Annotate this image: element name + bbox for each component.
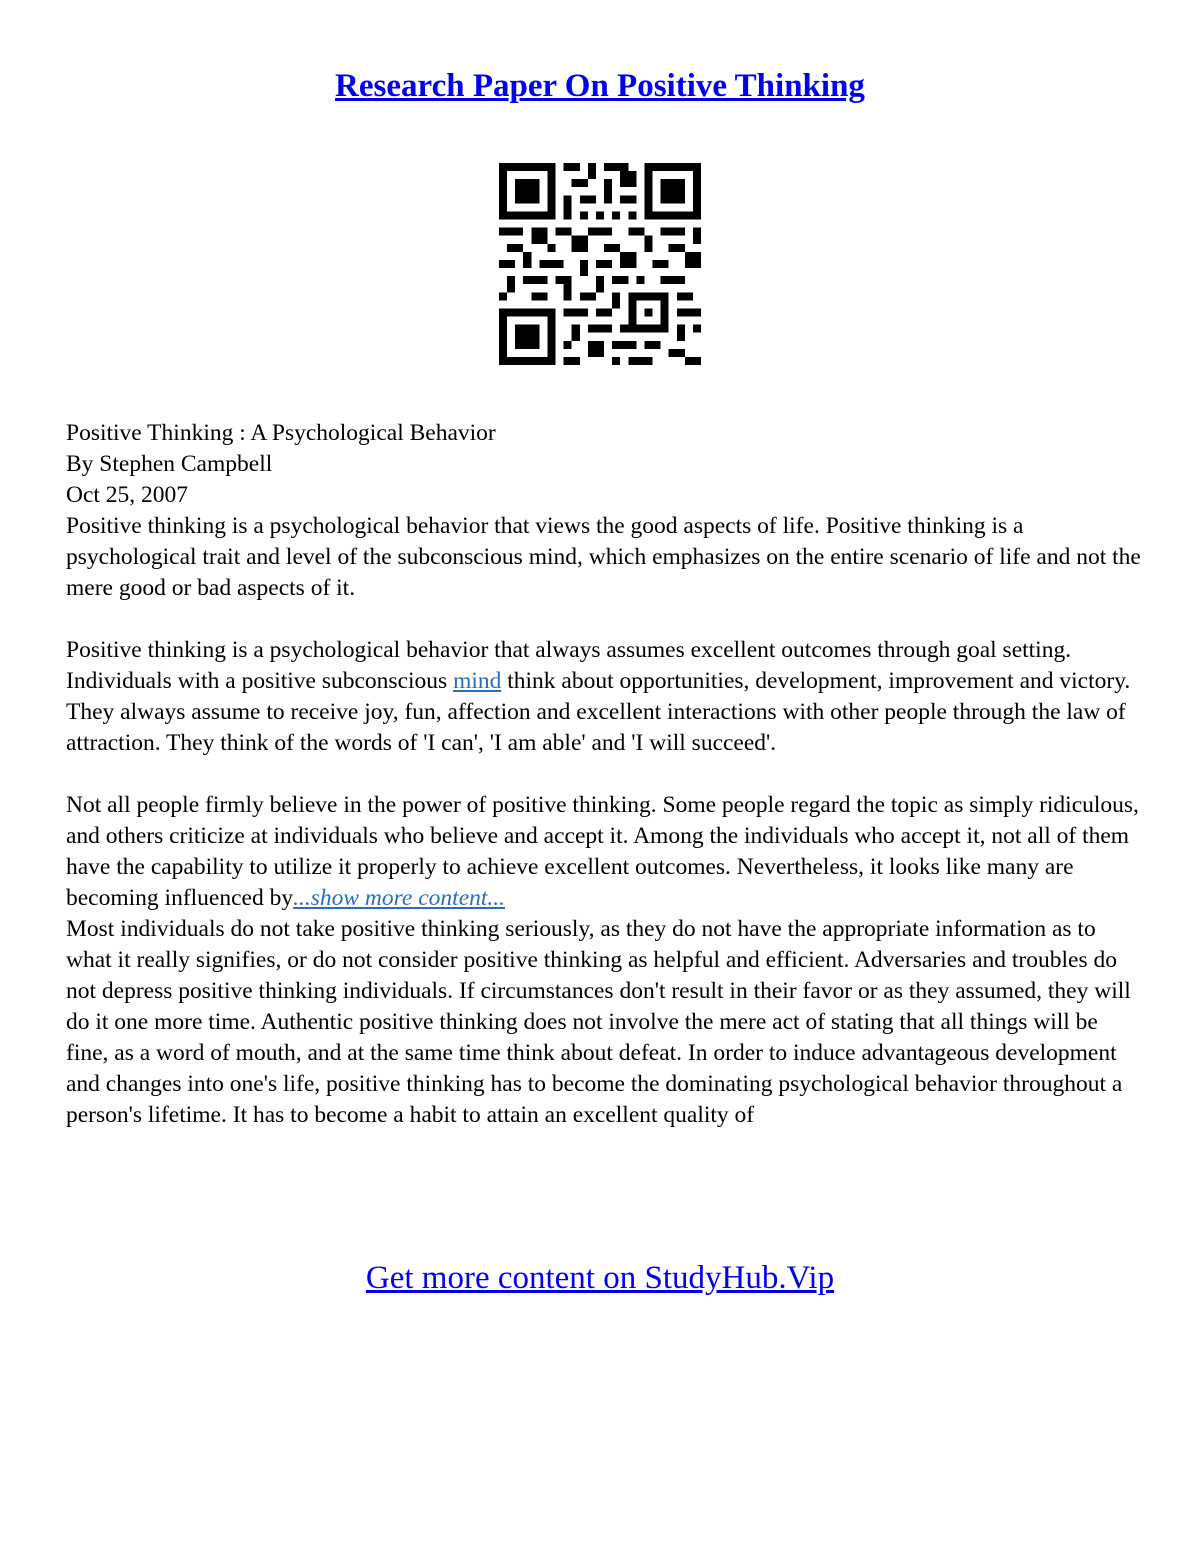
paragraph-1: Positive thinking is a psychological behavior that views the good aspects of life. Positive thinking is a psychological trait and level of the subconscious mind, which emphasizes on the entire scenario of life and not the mere good or bad aspects of it. [66, 513, 1141, 601]
footer [0, 1256, 1200, 1300]
paragraph-2-end: think about opportunities, development, improvement and victory. They always assume to receive joy, fun, affection and excellent interactions with other people through the law of attraction. They think of the words of 'I can', 'I am able' and 'I will succeed'. [66, 668, 1131, 756]
studyhub-link[interactable]: Get more content on StudyHub.Vip [365, 1260, 835, 1296]
article-heading: Positive Thinking : A Psychological Behavior [66, 420, 496, 446]
qr-code-icon [499, 163, 701, 365]
paragraph-2 [66, 635, 1146, 759]
article-date: Oct 25, 2007 [66, 482, 189, 508]
article-author: By Stephen Campbell [66, 451, 273, 477]
page-title [0, 62, 1200, 110]
paragraph-2-start: Positive thinking is a psychological behavior that always assumes excellent outcomes through goal setting. Individuals with a positive subconscious [66, 637, 1072, 694]
paragraph-3-text: Not all people firmly believe in the power of positive thinking. Some people regard the topic as simply ridiculous, and others criticize at individuals who believe and accept it. Among the individuals who accept it, not all of them have the capability to utilize it properly to achieve excellent outcomes. Nevertheless, it looks like many are becoming influenced by [66, 792, 1139, 911]
paragraph-4: Most individuals do not take positive thinking seriously, as they do not have the appropriate information as to what it really signifies, or do not consider positive thinking as helpful and efficient. Adversaries and troubles do not depress positive thinking individuals. If circumstances don't result in their favor or as they assumed, they will do it one more time. Authentic positive thinking does not involve the mere act of stating that all things will be fine, as a word of mouth, and at the same time think about defeat. In order to induce advantageous development and changes into one's life, positive thinking has to become the dominating psychological behavior throughout a person's lifetime. It has to become a habit to attain an excellent quality of [66, 916, 1131, 1128]
show-more-link[interactable]: ...show more content... [293, 885, 506, 911]
paragraph-3 [66, 790, 1146, 914]
title-link[interactable]: Research Paper On Positive Thinking [335, 68, 865, 104]
paragraph-gap [66, 604, 1146, 635]
mind-link[interactable]: mind [453, 668, 502, 694]
article-body [66, 418, 1146, 1131]
paragraph-gap [66, 759, 1146, 790]
